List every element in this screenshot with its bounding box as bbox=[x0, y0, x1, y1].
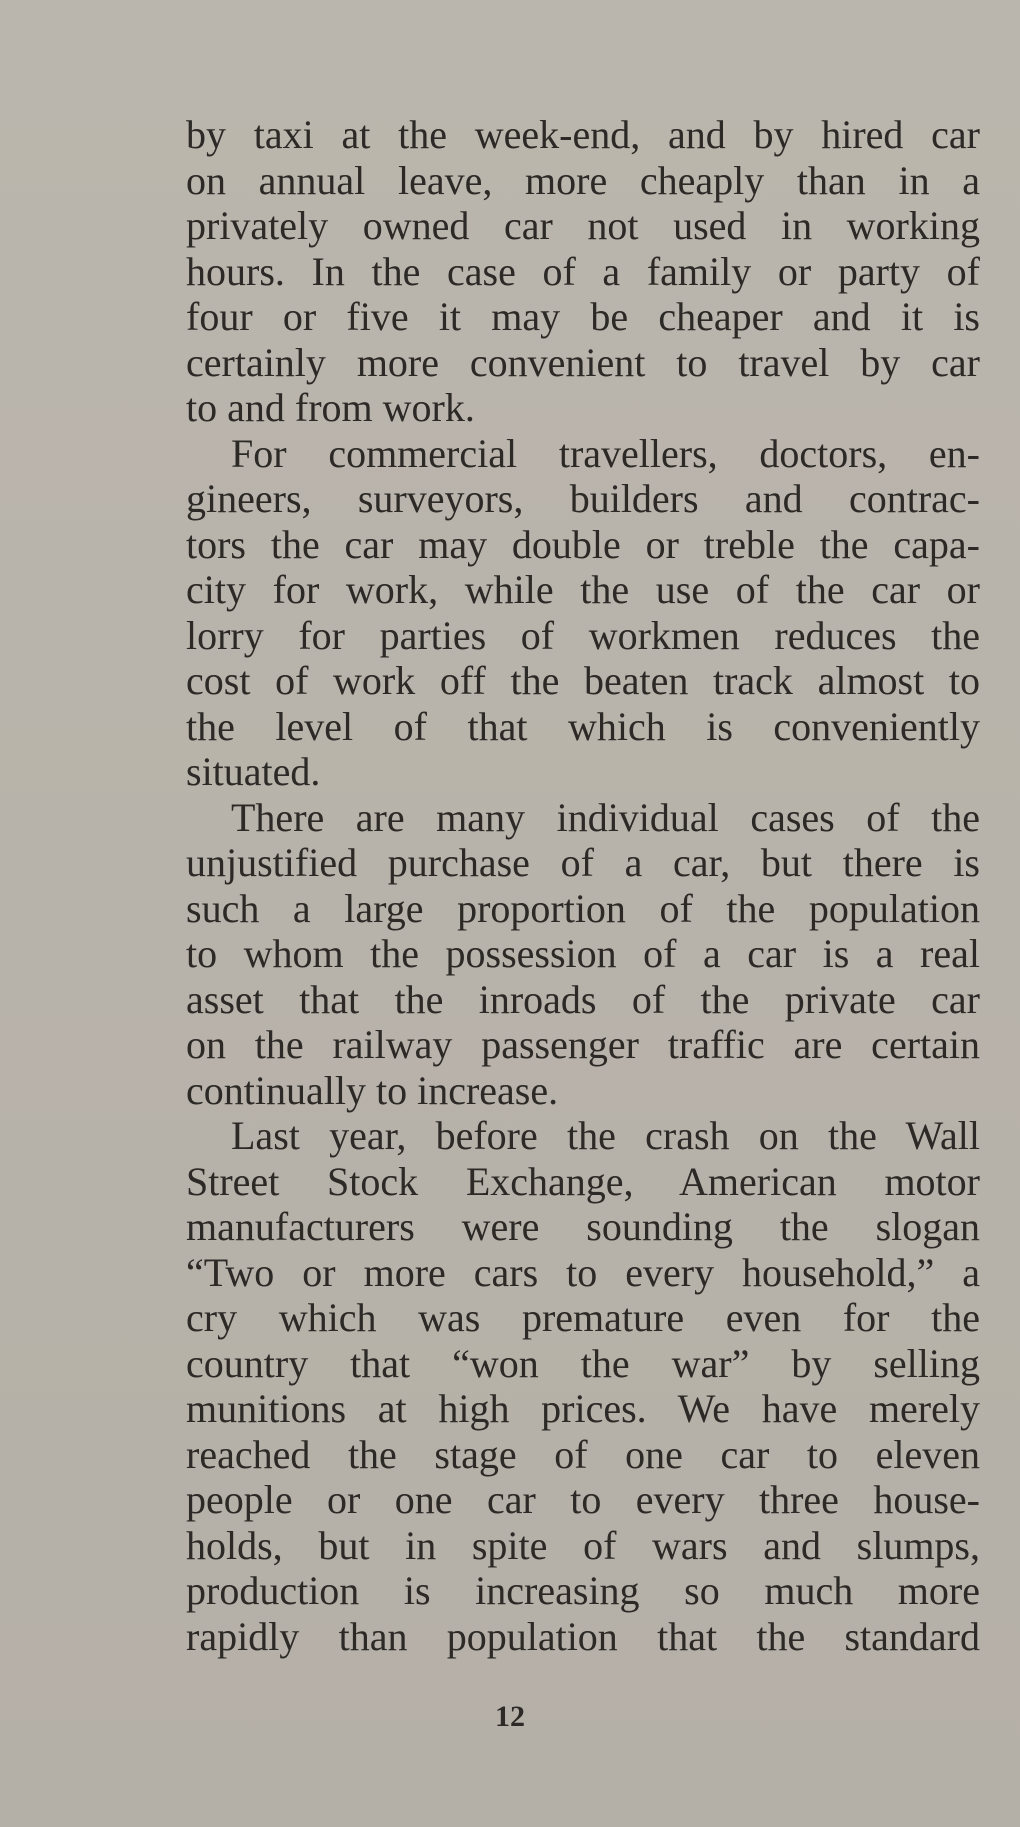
text-line: munitions at high prices. We have merely bbox=[186, 1386, 980, 1431]
text-line: asset that the inroads of the private car bbox=[186, 976, 980, 1022]
text-line: such a large proportion of the population bbox=[186, 885, 980, 931]
text-line: cry which was premature even for the bbox=[186, 1295, 980, 1340]
text-line: tors the car may double or treble the capa- bbox=[186, 521, 980, 567]
text-line: Last year, before the crash on the Wall bbox=[231, 1113, 980, 1158]
text-line: to whom the possession of a car is a real bbox=[186, 931, 980, 976]
text-line: the level of that which is conveniently bbox=[186, 703, 980, 749]
text-line: unjustified purchase of a car, but there is bbox=[186, 840, 980, 885]
text-line: hours. In the case of a family or party of bbox=[186, 248, 980, 294]
text-line: on the railway passenger traffic are certain bbox=[186, 1022, 980, 1067]
text-line: on annual leave, more cheaply than in a bbox=[186, 157, 980, 203]
text-line: rapidly than population that the standard bbox=[186, 1613, 980, 1659]
text-line: For commercial travellers, doctors, en- bbox=[231, 430, 980, 476]
text-line: certainly more convenient to travel by car bbox=[186, 339, 980, 385]
paragraph-2 bbox=[186, 431, 980, 795]
text-line: manufacturers were sounding the slogan bbox=[186, 1204, 980, 1249]
text-line: continually to increase. bbox=[186, 1067, 559, 1113]
text-line: city for work, while the use of the car or bbox=[186, 567, 980, 612]
body-text bbox=[186, 112, 980, 1659]
paragraph-4 bbox=[186, 1113, 980, 1659]
text-line: privately owned car not used in working bbox=[186, 203, 980, 248]
text-line: gineers, surveyors, builders and contrac- bbox=[186, 476, 980, 521]
text-line: reached the stage of one car to eleven bbox=[186, 1431, 980, 1477]
text-line: “Two or more cars to every household,” a bbox=[186, 1249, 980, 1295]
text-line: by taxi at the week-end, and by hired car bbox=[186, 112, 980, 157]
text-line: people or one car to every three house- bbox=[186, 1477, 980, 1522]
paragraph-3 bbox=[186, 795, 980, 1114]
text-line: Street Stock Exchange, American motor bbox=[186, 1158, 980, 1204]
text-line: country that “won the war” by selling bbox=[186, 1340, 980, 1386]
text-line: cost of work off the beaten track almost to bbox=[186, 658, 980, 703]
text-line: situated. bbox=[186, 749, 321, 794]
page-number: 12 bbox=[495, 1700, 525, 1733]
text-line: lorry for parties of workmen reduces the bbox=[186, 612, 980, 658]
text-line: There are many individual cases of the bbox=[231, 794, 980, 840]
text-line: holds, but in spite of wars and slumps, bbox=[186, 1522, 980, 1568]
paragraph-1 bbox=[186, 112, 980, 431]
text-line: production is increasing so much more bbox=[186, 1568, 980, 1613]
text-line: to and from work. bbox=[186, 385, 475, 430]
text-line: four or five it may be cheaper and it is bbox=[186, 294, 980, 339]
